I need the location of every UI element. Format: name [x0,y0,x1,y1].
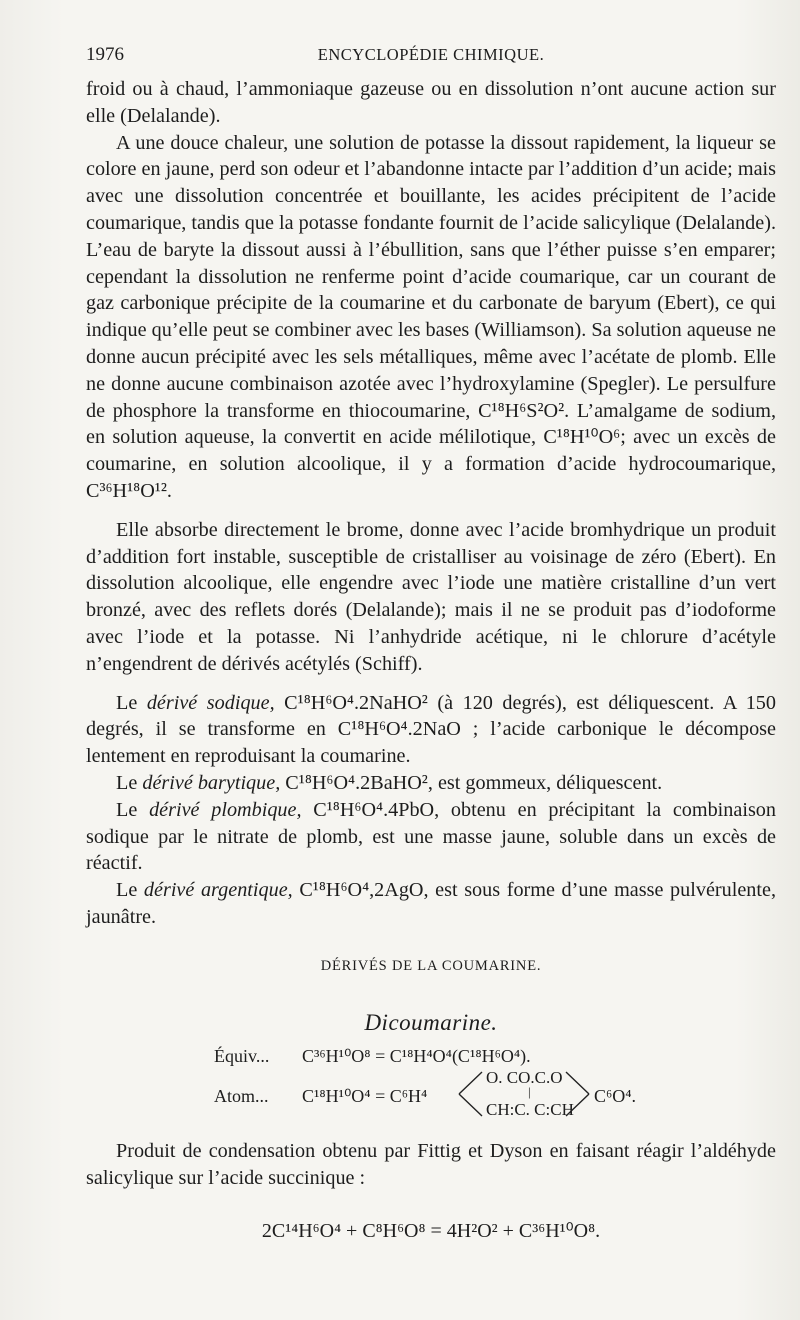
bottom-text [86,1138,776,1192]
paragraph-sodique-text: C¹⁸H⁶O⁴.2NaHO² (à 120 degrés), est déliquescent. A 150 degrés, il se transforme en C¹⁸H⁶O⁴.2NaO ; l’acide carbonique le décompose lentement en reproduisant la coumarine. [86,691,776,768]
structure-top: O. CO.C.O [486,1068,563,1087]
section-title: DÉRIVÉS DE LA COUMARINE. [320,958,542,974]
paragraph-sodique [86,690,776,770]
formula-thiocoumarine: C¹⁸H⁶S²O². [478,399,570,422]
paragraph-1: froid ou à chaud, l’ammoniaque gazeuse ou en dissolution n’ont aucune action sur elle (Delalande). [86,78,776,127]
reaction-equation: 2C¹⁴H⁶O⁴ + C⁸H⁶O⁸ = 4H²O² + C³⁶H¹⁰O⁸. [261,1220,601,1242]
right-bracket-lines [564,1068,592,1120]
equiv-label: Équiv... [214,1046,270,1066]
structure-bond: | [528,1084,531,1099]
lead-word: Le [116,691,147,714]
formula-melilotique: C¹⁸H¹⁰O⁶ [543,426,621,449]
atom-left-formula: C¹⁸H¹⁰O⁴ = C⁶H⁴ [302,1086,428,1106]
paragraph-argentique [86,877,776,931]
paragraph-2-text-a: A une douce chaleur, une solution de potasse la dissout rapidement, la liqueur se colore en jaune, perd son odeur et l’abandonne intacte par l’addition d’un acide; mais avec une dissolution concentrée et bouillante, les acides précipitent de l’acide coumarique, tandis que la potasse fondante fournit de l’acide salicylique (Delalande). L’eau de baryte la dissout aussi à l’ébullition, sans que l’éther puisse s’en emparer; cependant la dissolution ne renferme point d’acide coumarique, car un courant de gaz carbonique précipite de la coumarine et du carbonate de baryum (Ebert), ce qui indique qu’elle peut se combiner avec les bases (Williamson). Sa solution aqueuse ne donne aucun précipité avec les sels métalliques, même avec l’acétate de plomb. Elle ne donne aucune combinaison azotée avec l’hydroxylamine (Spegler). Le persulfure de phosphore la transforme en thiocoumarine, [86,131,776,422]
left-bracket-lines [456,1068,484,1120]
structure-bottom: CH:C. C:CH [486,1100,574,1119]
paragraph-plombique-text: C¹⁸H⁶O⁴.4PbO, obtenu en précipitant la combinaison sodique par le nitrate de plomb, est une masse jaune, soluble dans un excès de réactif. [86,798,776,875]
term-derive-barytique: dérivé barytique, [142,771,281,794]
equiv-formula: C³⁶H¹⁰O⁸ = C¹⁸H⁴O⁴(C¹⁸H⁶O⁴). [302,1046,531,1066]
lead-word: Le [116,771,143,794]
paragraph-2 [86,130,776,505]
main-text [86,76,776,931]
running-head [86,44,776,68]
page-number: 1976 [86,44,124,65]
paragraph-2-text-c: ; avec un excès de coumarine, en solution alcoolique, il y a formation d’acide hydrocoumarique, [86,426,776,476]
atom-label: Atom... [214,1086,269,1106]
lead-word: Le [116,798,150,821]
paragraph-argentique-text: C¹⁸H⁶O⁴,2AgO, est sous forme d’une masse pulvérulente, jaunâtre. [86,879,776,928]
paragraph-2-text-b: L’amalgame de sodium, en solution aqueuse, la convertit en acide mélilotique, [86,399,776,449]
lead-word: Le [116,879,144,902]
term-derive-argentique: dérivé argentique, [143,879,293,902]
paragraph-barytique [86,770,776,797]
term-derive-plombique: dérivé plombique, [149,798,302,821]
paragraph-condensation: Produit de condensation obtenu par Fittig et Dyson en faisant réagir l’aldéhyde salicylique sur l’acide succinique : [86,1140,776,1189]
compound-title: Dicoumarine. [364,1010,498,1035]
paragraph-barytique-text: C¹⁸H⁶O⁴.2BaHO², est gommeux, déliquescent. [280,771,663,794]
paragraph-3: Elle absorbe directement le brome, donne avec l’acide bromhydrique un produit d’addition fort instable, susceptible de cristalliser au voisinage de zéro (Ebert). En dissolution alcoolique, elle engendre avec l’iode une matière cristalline d’un vert bronzé, avec des reflets dorés (Delalande); mais il ne se produit pas d’iodoforme avec l’iode et la potasse. Ni l’anhydride acétique, ni le chlorure d’acétyle n’engendrent de dérivés acétylés (Schiff). [86,518,776,675]
atom-right-formula: C⁶O⁴. [594,1086,637,1106]
term-derive-sodique: dérivé sodique, [146,691,275,714]
paragraph-plombique [86,797,776,877]
formula-hydrocoumarique: C³⁶H¹⁸O¹². [86,479,172,502]
header-title: ENCYCLOPÉDIE CHIMIQUE. [317,45,545,64]
